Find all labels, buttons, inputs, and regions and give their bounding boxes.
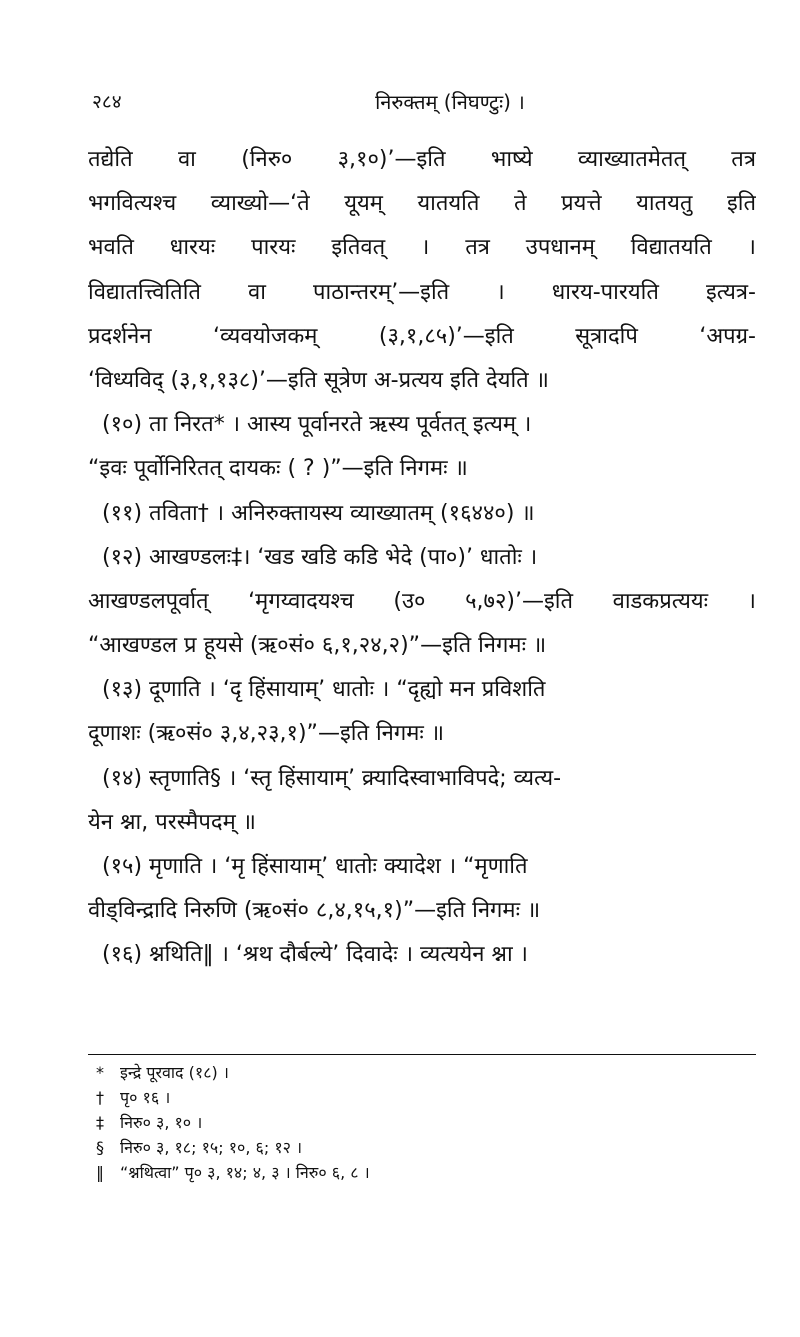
footnote-text: “श्नथित्वा” पृ० ३, १४; ४, ३ । निरु० ६, ८ । xyxy=(120,1163,370,1182)
page-header xyxy=(0,88,800,120)
footnote-text: निरु० ३, १० । xyxy=(120,1113,203,1132)
footnotes xyxy=(96,1060,756,1185)
footnote-text: पृ० १६ । xyxy=(120,1088,171,1107)
footnote-text: निरु० ३, १८; १५; १०, ६; १२ । xyxy=(120,1138,303,1157)
footnote-mark: * xyxy=(96,1063,104,1082)
text-line: दूणाशः (ऋ०सं० ३,४,२३,१)”—इति निगमः ॥ xyxy=(88,721,445,747)
text-line: (१३) दूणाति । ‘दृ हिंसायाम्’ धातोः । “दृह्यो मन प्रविशति xyxy=(102,677,546,703)
footnote xyxy=(96,1085,756,1110)
text-line: (१२) आखण्डलः‡। ‘खड खडि कडि भेदे (पा०)’ धातोः । xyxy=(102,544,538,570)
text-line: (१०) ता निरत* । आस्य पूर्वानरते ऋस्य पूर्वतत् इत्यम् । xyxy=(102,412,532,438)
text-line: येन श्ना, परस्मैपदम् ॥ xyxy=(88,809,256,835)
text-line: आखण्डलपूर्वात् ‘मृगय्वादयश्च (उ० ५,७२)’—इति वाडकप्रत्ययः । xyxy=(88,588,756,614)
footnote xyxy=(96,1110,756,1135)
text-line: भगवित्यश्च व्याख्यो—‘ते यूयम् यातयति ते प्रयत्ते यातयतु इति xyxy=(88,191,756,217)
text-line: (११) तविता† । अनिरुक्तायस्य व्याख्यातम् (१६४४०) ॥ xyxy=(102,500,535,526)
running-title: निरुक्तम् (निघण्टुः) । xyxy=(375,90,525,114)
text-line: प्रदर्शनेन ‘व्यवयोजकम् (३,१,८५)’—इति सूत्रादपि ‘अपग्र- xyxy=(88,323,756,349)
text-line: भवति धारयः पारयः इतिवत् । तत्र उपधानम् विद्यातयति । xyxy=(88,235,756,261)
text-line: “इवः पूर्वोनिरितत् दायकः ( ? )”—इति निगमः ॥ xyxy=(88,456,468,482)
text-line: (१५) मृणाति । ‘मृ हिंसायाम्’ धातोः क्यादेश । “मृणाति xyxy=(102,854,528,879)
footnote xyxy=(96,1060,756,1085)
footnote xyxy=(96,1135,756,1160)
footnote-mark: † xyxy=(96,1088,104,1107)
footnote-mark: § xyxy=(96,1138,104,1157)
footnote-text: इन्द्रे पूरवाद (१८) । xyxy=(120,1063,229,1082)
text-line: तद्येति वा (निरु० ३,१०)’—इति भाष्ये व्याख्यातमेतत् तत्र xyxy=(88,147,756,172)
text-line: विद्यातत्त्वितिति वा पाठान्तरम्’—इति । धारय-पारयति इत्यत्र- xyxy=(88,279,756,305)
text-line: (१६) श्नथिति‖ । ‘श्रथ दौर्बल्ये’ दिवादेः । व्यत्ययेन श्ना । xyxy=(102,942,529,968)
text-line: “आखण्डल प्र हूयसे (ऋ०सं० ६,१,२४,२)”—इति निगमः ॥ xyxy=(88,633,547,659)
main-text xyxy=(88,138,756,978)
text-line: (१४) स्तृणाति§ । ‘स्तृ हिंसायाम्’ क्र्यादिस्वाभाविपदे; व्यत्य- xyxy=(102,765,562,791)
footnote-rule xyxy=(88,1054,756,1055)
text-line: वीड्विन्द्रादि निरुणि (ऋ०सं० ८,४,१५,१)”—इति निगमः ॥ xyxy=(88,898,541,924)
footnote xyxy=(96,1160,756,1185)
footnote-mark: ‡ xyxy=(96,1113,104,1132)
page-number: २८४ xyxy=(92,91,122,113)
footnote-mark: ‖ xyxy=(96,1163,104,1182)
text-line: ‘विध्यविद् (३,१,१३८)’—इति सूत्रेण अ-प्रत्यय इति देयति ॥ xyxy=(88,367,549,393)
